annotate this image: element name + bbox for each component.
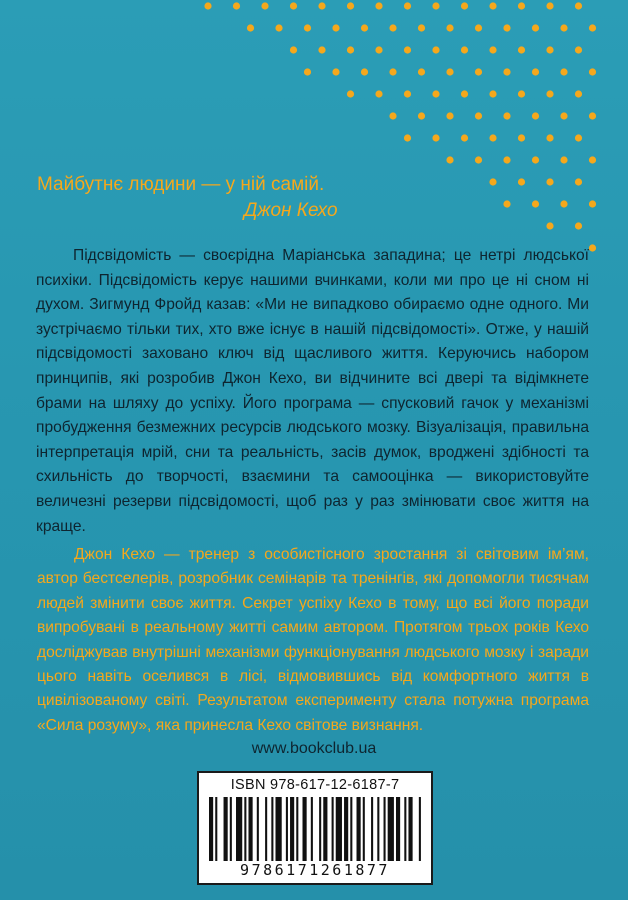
- author-bio: [37, 543, 589, 738]
- decorative-dots: [0, 0, 628, 270]
- publisher-website[interactable]: www.bookclub.ua: [251, 740, 377, 757]
- isbn-number: ISBN 978-617-12-6187-7: [230, 777, 400, 793]
- ean-number: 9786171261877: [240, 861, 390, 879]
- epigraph: [37, 172, 457, 224]
- epigraph-text: Майбутнє людини — у ній самій.: [37, 174, 325, 195]
- barcode-icon: [209, 797, 423, 861]
- author-bio-paragraph: Джон Кехо — тренер з особистісного зростання зі світовим ім’ям, автор бестселерів, розробник семінарів та тренінгів, які допомогли тисячам людей змінити своє життя. Секрет успіху Кехо в тому, що всі його поради випробувані в реальному житті самим автором. Протягом трьох років Кехо досліджував внутрішні механізми функціонування людського мозку і заради цього навіть оселився в лісі, відмовившись від комфортного життя в цивілізованому світі. Результатом експерименту стала потужна програма «Сила розуму», яка принесла Кехо світове визнання.: [37, 546, 589, 734]
- book-description: [36, 244, 589, 539]
- epigraph-author: Джон Кехо: [244, 200, 338, 221]
- barcode-label: [197, 771, 433, 885]
- description-paragraph: Підсвідомість — своєрідна Маріанська западина; це нетрі людської психіки. Підсвідомість керує нашими вчинками, коли ми про це ні сном ні духом. Зигмунд Фройд казав: «Ми не випадково обираємо одне одного. Ми зустрічаємо тільки тих, хто вже існує в нашій підсвідомості». Отже, у нашій підсвідомості заховано ключ від щасливого життя. Керуючись набором принципів, які розробив Джон Кехо, ви відчините всі двері та відімкнете брами на шляху до успіху. Його програма — спусковий гачок у механізмі пробудження безмежних ресурсів людського мозку. Візуалізація, правильна інтерпретація мрій, сни та реальність, засів думок, вроджені здібності та схильність до творчості, взаємини та самооцінка — використовуйте величезні резерви підсвідомості, щоб раз у раз змінювати своє життя на краще.: [36, 247, 589, 535]
